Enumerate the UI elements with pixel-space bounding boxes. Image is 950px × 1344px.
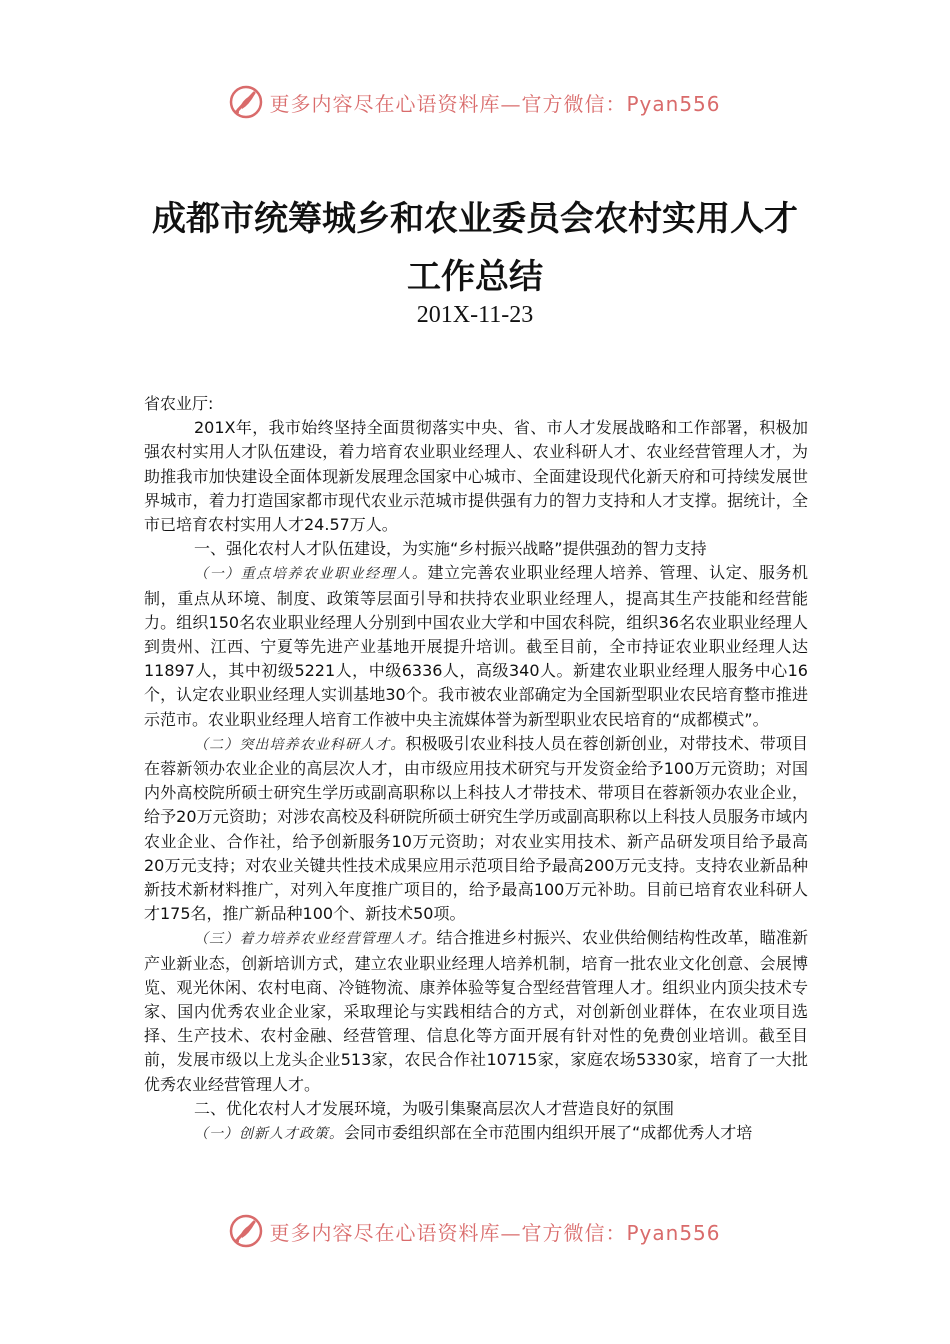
banner-text: 更多内容尽在心语资料库—官方微信：Pyan556 (269, 91, 721, 116)
wechat-id: Pyan556 (626, 91, 721, 116)
subheading-1-1: （一）重点培养农业职业经理人。 (194, 566, 428, 583)
document-date: 201X-11-23 (416, 302, 534, 328)
section-2-heading: 二、优化农村人才发展环境，为吸引集聚高层次人才营造良好的氛围 (194, 1098, 675, 1118)
section-1-heading: 一、强化农村人才队伍建设，为实施“乡村振兴战略”提供强劲的智力支持 (194, 539, 707, 559)
intro-paragraph: 201X年，我市始终坚持全面贯彻落实中央、省、市人才发展战略和工作部署，积极加强农村实用人才队伍建设，着力培育农业职业经理人、农业科研人才、农业经营管理人才，为助推我市加快建设全面体现新发展理念国家中心城市、全面建设现代化新天府和可持续发展世界城市，着力打造国家都市现代农业示范城市提供强有力的智力支持和人才支撑。据统计，全市已培育农村实用人才24.57万人。 (144, 418, 808, 535)
document-title: 成都市统筹城乡和农业委员会农村实用人才工作总结 (152, 199, 798, 297)
salutation: 省农业厅: (144, 394, 214, 413)
quill-pen-logo-icon (229, 1214, 263, 1248)
subheading-1-3: （三）着力培养农业经营管理人才。 (194, 931, 437, 948)
quill-pen-logo-icon (229, 85, 263, 119)
header-banner (0, 82, 950, 122)
paragraph-2-1: （一）创新人才政策。会同市委组织部在全市范围内组织开展了“成都优秀人才培 (194, 1123, 753, 1143)
footer-banner (0, 1211, 950, 1251)
paragraph-1-3: （三）着力培养农业经营管理人才。结合推进乡村振兴、农业供给侧结构性改革，瞄准新产业新业态，创新培训方式，建立农业职业经理人培养机制，培育一批农业文化创意、会展博览、观光休闲、农村电商、冷链物流、康养体验等复合型经营管理人才。组织业内顶尖技术专家、国内优秀农业企业家，采取理论与实践相结合的方式，对创新创业群体，在农业项目选择、生产技术、农村金融、经营管理、信息化等方面开展有针对性的免费创业培训。截至目前，发展市级以上龙头企业513家，农民合作社10715家，家庭农场5330家，培育了一大批优秀农业经营管理人才。 (144, 928, 808, 1094)
document-body (144, 392, 808, 1146)
paragraph-1-1: （一）重点培养农业职业经理人。建立完善农业职业经理人培养、管理、认定、服务机制，重点从环境、制度、政策等层面引导和扶持农业职业经理人，提高其生产技能和经营能力。组织150名农业职业经理人分别到中国农业大学和中国农科院，组织36名农业职业经理人到贵州、江西、宁夏等先进产业基地开展提升培训。截至目前，全市持证农业职业经理人达11897人，其中初级5221人，中级6336人，高级340人。新建农业职业经理人服务中心16个，认定农业职业经理人实训基地30个。我市被农业部确定为全国新型职业农民培育整市推进示范市。农业职业经理人培育工作被中央主流媒体誉为新型职业农民培育的“成都模式”。 (144, 563, 808, 729)
footer-banner-text: 更多内容尽在心语资料库—官方微信：Pyan556 (269, 1220, 721, 1245)
subheading-1-2: （二）突出培养农业科研人才。 (194, 736, 406, 753)
footer-wechat-id: Pyan556 (626, 1220, 721, 1245)
paragraph-1-2: （二）突出培养农业科研人才。积极吸引农业科技人员在蓉创新创业，对带技术、带项目在蓉新领办农业企业的高层次人才，由市级应用技术研究与开发资金给予100万元资助；对国内外高校院所硕士研究生学历或副高职称以上科技人才带技术、带项目在蓉新领办农业企业，给予20万元资助；对涉农高校及科研院所硕士研究生学历或副高职称以上科技人员服务市域内农业企业、合作社，给予创新服务10万元资助；对农业实用技术、新产品研发项目给予最高20万元支持；对农业关键共性技术成果应用示范项目给予最高200万元支持。支持农业新品种新技术新材料推广，对列入年度推广项目的，给予最高100万元补助。目前已培育农业科研人才175名，推广新品种100个、新技术50项。 (144, 733, 808, 924)
subheading-2-1: （一）创新人才政策。 (194, 1126, 344, 1143)
